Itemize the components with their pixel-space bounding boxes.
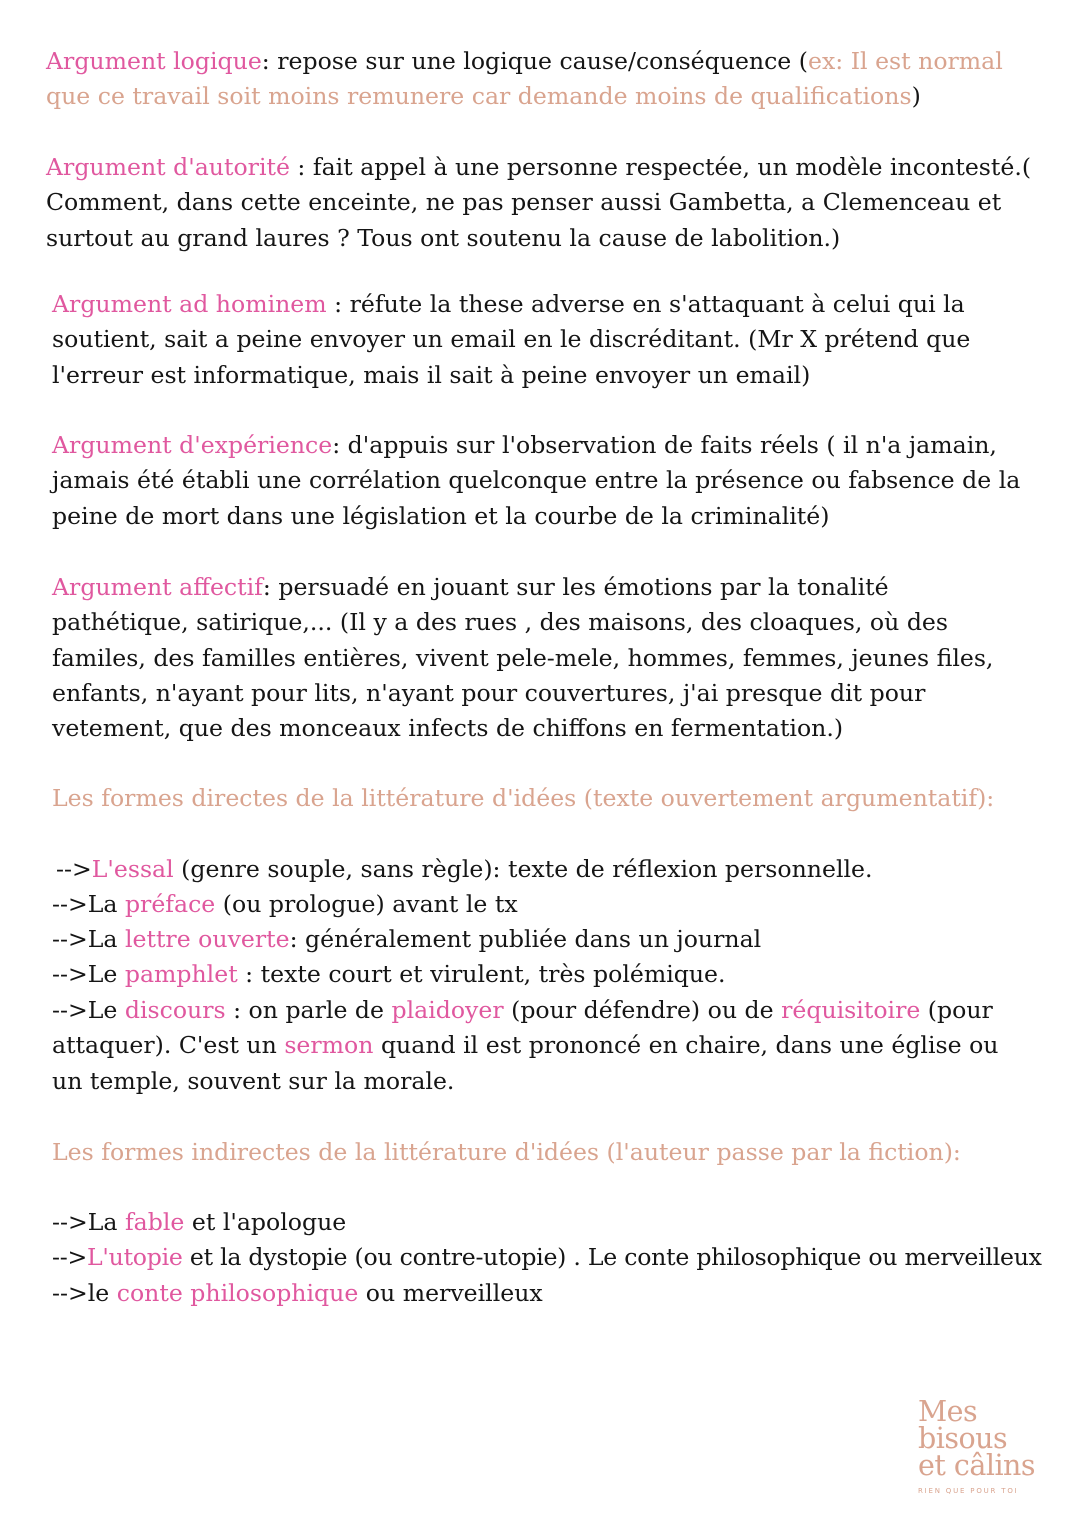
definition: : persuadé en jouant sur les émotions par la tonalité pathétique, satirique,... (Il y a des rues , des maisons, des cloaques, où des familes, des familles entières, vivent pele-mele, hommes, femmes, jeunes files, enfants, n'ayant pour lits, n'ayant pour couvertures, j'ai presque dit pour vetement, que des monceaux infects de chiffons en fermentation.) — [52, 573, 994, 743]
term-plaidoyer: plaidoyer — [391, 996, 504, 1024]
indirect-forms-heading: Les formes indirectes de la littérature d'idées (l'auteur passe par la fiction): — [52, 1138, 961, 1166]
definition: : repose sur une logique cause/conséquence ( — [261, 47, 808, 75]
arrow: -->La — [52, 890, 125, 918]
term: fable — [124, 1208, 185, 1236]
term: Argument d'expérience — [52, 431, 333, 459]
direct-forms-heading: Les formes directes de la littérature d'idées (texte ouvertement argumentatif): — [52, 784, 995, 812]
arrow: -->Le — [52, 996, 125, 1024]
list-item-pamphlet — [52, 957, 726, 992]
term: lettre ouverte — [124, 925, 290, 953]
text: et la dystopie (ou contre-utopie) . Le conte philosophique ou merveilleux — [182, 1243, 1042, 1271]
list-item-preface — [52, 887, 518, 922]
arrow: --> — [56, 855, 92, 883]
argument-experience — [52, 428, 1026, 534]
arrow: -->La — [52, 1208, 125, 1236]
text: quand il est prononcé en chaire, dans une église ou un temple, souvent sur la morale. — [52, 1031, 999, 1095]
argument-affectif — [52, 570, 1026, 746]
definition: : réfute la these adverse en s'attaquant à celui qui la soutient, sait a peine envoyer un email en le discréditant. (Mr X prétend que l'erreur est informatique, mais il sait à peine envoyer un email) — [52, 290, 971, 389]
logo-line-2: bisous — [918, 1422, 1008, 1455]
list-item-conte — [52, 1276, 543, 1311]
term: Argument ad hominem — [52, 290, 327, 318]
term: L'utopie — [86, 1243, 183, 1271]
term: L'essal — [91, 855, 174, 883]
text: (pour défendre) ou de — [503, 996, 782, 1024]
term: Argument logique — [46, 47, 262, 75]
definition: : fait appel à une personne respectée, un modèle incontesté.( Comment, dans cette enceinte, ne pas penser aussi Gambetta, a Clemenceau et surtout au grand laures ? Tous ont soutenu la cause de labolition.) — [46, 153, 1032, 252]
text: (genre souple, sans règle): texte de réflexion personnelle. — [173, 855, 873, 883]
list-item-lettre — [52, 922, 761, 957]
term: discours — [124, 996, 226, 1024]
arrow: -->le — [52, 1279, 117, 1307]
list-item-discours — [52, 993, 1002, 1099]
term-sermon: sermon — [284, 1031, 374, 1060]
argument-autorite — [46, 150, 1042, 256]
list-item-fable — [52, 1205, 346, 1240]
logo-line-3: et câlins — [918, 1449, 1036, 1482]
brand-logo — [918, 1395, 1048, 1495]
term: conte philosophique — [116, 1279, 359, 1307]
logo-line-1: Mes — [918, 1395, 978, 1428]
term: préface — [124, 890, 216, 918]
arrow: --> — [52, 1243, 87, 1271]
list-item-essai — [56, 852, 873, 887]
arrow: -->Le — [52, 960, 125, 988]
definition: : d'appuis sur l'observation de faits réels ( il n'a jamain, jamais été établi une corrélation quelconque entre la présence ou fabsence de la peine de mort dans une législation et la courbe de la criminalité) — [52, 431, 1021, 530]
term: Argument d'autorité — [46, 153, 290, 181]
text: : texte court et virulent, très polémique. — [237, 960, 726, 988]
example: ex: Il est normal que ce travail soit moins remunere car demande moins de qualifications — [46, 47, 1003, 111]
arrow: -->La — [52, 925, 125, 953]
text: (ou prologue) avant le tx — [215, 890, 518, 918]
argument-ad-hominem — [52, 287, 1026, 393]
closing: ) — [911, 82, 921, 111]
text: : on parle de — [225, 996, 392, 1024]
term: Argument affectif — [52, 573, 263, 601]
text: ou merveilleux — [358, 1279, 543, 1307]
term: pamphlet — [124, 960, 238, 988]
text: : généralement publiée dans un journal — [289, 925, 762, 953]
logo-tagline: RIEN QUE POUR TOI — [918, 1487, 1019, 1495]
list-item-utopie — [52, 1240, 1042, 1275]
argument-logique — [46, 44, 1036, 115]
text: et l'apologue — [184, 1208, 347, 1236]
text: (pour attaquer). C'est un — [52, 996, 993, 1060]
term-requisitoire: réquisitoire — [781, 996, 921, 1024]
